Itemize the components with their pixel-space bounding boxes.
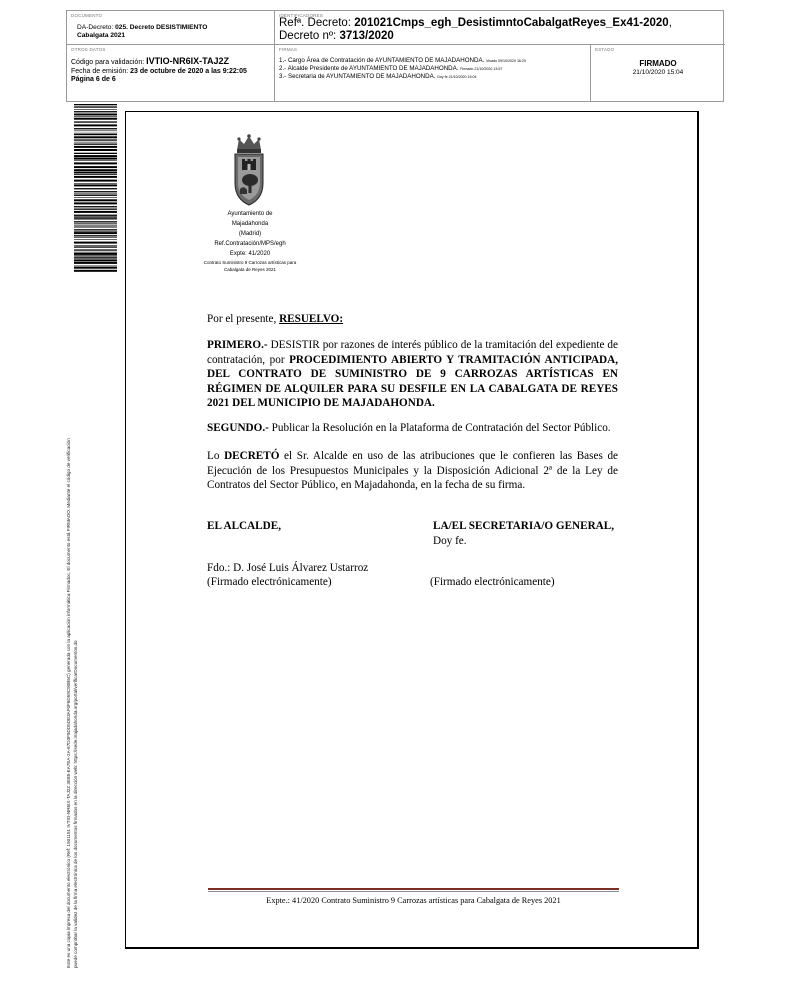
documento-prefix: DA-Decreto: [77, 24, 116, 31]
validation-code: IVTIO-NR6IX-TAJ2Z [146, 56, 229, 66]
secretaria-title: LA/EL SECRETARIA/O GENERAL, [433, 520, 615, 532]
otros-datos-cell [67, 45, 275, 101]
alcalde-name: Fdo.: D. José Luis Álvarez Ustarroz [207, 562, 369, 574]
municipality-expte: Expte: 41/2020 [229, 251, 271, 257]
municipality-name2: Majadahonda [231, 221, 269, 227]
firmas-caption: FIRMAS [279, 47, 298, 52]
municipality-ref: Ref.Contratación/MPS/egh [214, 241, 286, 247]
ref-value: 201021Cmps_egh_DesistimntoCabalgatReyes_Ex41-2020 [354, 17, 669, 29]
documento-line1: 025. Decreto DESISTIMIENTO [115, 24, 208, 31]
municipality-name1: Ayuntamiento de [227, 211, 273, 217]
verification-side-text [66, 288, 79, 968]
footer-text: Expte.: 41/2020 Contrato Suministro 9 Carrozas artísticas para Cabalgata de Reyes 2021 [266, 896, 561, 905]
estado-caption: ESTADO [595, 47, 615, 52]
segundo-label: SEGUNDO.- [207, 422, 269, 434]
documento-text [77, 24, 207, 40]
documento-caption: DOCUMENTO [71, 13, 103, 18]
paragraph-text: Publicar la Resolución en la Plataforma de Contratación del Sector Público. [268, 422, 611, 434]
validation-label: Código para validación: [71, 59, 147, 66]
ref-label: Refª. Decreto: [279, 17, 355, 29]
emission-label: Fecha de emisión: [71, 67, 131, 75]
page-number: Página 6 de 6 [71, 76, 116, 83]
firma-item [279, 57, 526, 65]
decreto-value: 3713/2020 [339, 30, 394, 42]
status-date: 21/10/2020 15:04 [632, 69, 684, 76]
municipality-block [180, 209, 320, 273]
emission-value: 23 de octubre de 2020 a las 9:22:05 [130, 67, 247, 75]
paragraph-text: Lo [207, 450, 225, 462]
footer-rule-thin [208, 891, 619, 892]
alcalde-title: EL ALCALDE, [207, 520, 281, 532]
otros-datos-caption: OTROS DATOS [71, 47, 106, 52]
footer-rule [208, 888, 619, 890]
secretaria-signature-mode: (Firmado electrónicamente) [430, 576, 555, 588]
status-badge: FIRMADO [639, 59, 677, 68]
ref-suffix: , [668, 17, 672, 29]
paragraph-text: el Sr. Alcalde en uso de las atribuciones que le confieren las Bases de Ejecución de los Presupuestos Municipales y la Disposición Adicional 2ª de la Ley de Contratos del Sector Público, en Majadahonda, en la fecha de su firma. [207, 450, 618, 492]
paragraph-segundo [207, 421, 618, 436]
side-text-line1: Este es una copia impresa del documento electrónico (Ref: 1501151 IVTIO-NR6IX-TAJ2Z 3E85-EA7EA-2A-67D3F8DD5DE3AF0F6D59C90B5C) generada con la aplicación informática Firmadoc. El documento está FIRMADO. Mediante el código de verificación [66, 438, 71, 968]
otros-datos-text [71, 57, 247, 85]
decreto-word: DECRETÓ [224, 450, 280, 462]
document-header-table [66, 10, 724, 102]
firmas-cell [275, 45, 591, 101]
identificadores-caption: IDENTIFICADORES [279, 13, 324, 18]
paragraph-resuelvo [207, 312, 618, 327]
municipality-contract1: Contrato Suministro 9 Carrozas artísticas para [203, 260, 297, 265]
paragraph-primero [207, 338, 618, 411]
coat-of-arms-icon [227, 133, 271, 207]
firma-item [279, 73, 526, 81]
identificadores-cell [275, 11, 725, 45]
estado-cell [591, 45, 725, 101]
resuelvo-heading: RESUELVO: [279, 313, 344, 325]
firma-text: 3.- Secretaria de AYUNTAMIENTO DE MAJADAHONDA. [279, 73, 436, 80]
documento-cell [67, 11, 275, 45]
paragraph-text: Por el presente, [207, 313, 280, 325]
paragraph-decreto [207, 449, 618, 493]
decreto-label: Decreto nº: [279, 30, 340, 42]
paragraph-text: DESISTIR por razones de interés público de la tramitación del expediente de contratación, por [207, 339, 618, 366]
firma-text: 1.- Cargo Área de Contratación de AYUNTAMIENTO DE MAJADAHONDA. [279, 57, 485, 64]
documento-line2: Cabalgata 2021 [77, 32, 126, 39]
procedure-title: PROCEDIMIENTO ABIERTO Y TRAMITACIÓN ANTICIPADA, DEL CONTRATO DE SUMINISTRO DE 9 CARROZAS ARTÍSTICAS EN RÉGIMEN DE ALQUILER PARA SU DESFILE EN LA CABALGATA DE REYES 2021 DEL MUNICIPIO DE MAJADAHONDA. [207, 353, 618, 410]
side-text-line2: puede comprobar la validez de la firma electrónica de los documentos firmados en la dirección web: https://sede.majadahonda.org/portal/verificarDocumentos.do [72, 640, 78, 968]
firmas-list [279, 57, 526, 81]
identificadores-text [279, 17, 672, 43]
firma-date: Doy fe 21/10/2020 15:04 [437, 75, 477, 79]
firma-text: 2.- Alcalde Presidente de AYUNTAMIENTO DE MAJADAHONDA. [279, 65, 459, 72]
firma-date: Visado 09/10/2020 16:20 [486, 59, 526, 63]
municipality-contract2: Cabalgata de Reyes 2021 [223, 267, 277, 272]
firma-date: Firmado 21/10/2020 13:57 [460, 67, 503, 71]
firma-item [279, 65, 526, 73]
primero-label: PRIMERO.- [207, 339, 268, 351]
barcode-icon [74, 104, 117, 272]
doy-fe: Doy fe. [433, 535, 467, 547]
alcalde-signature-mode: (Firmado electrónicamente) [207, 576, 332, 588]
municipality-region: (Madrid) [238, 231, 262, 237]
